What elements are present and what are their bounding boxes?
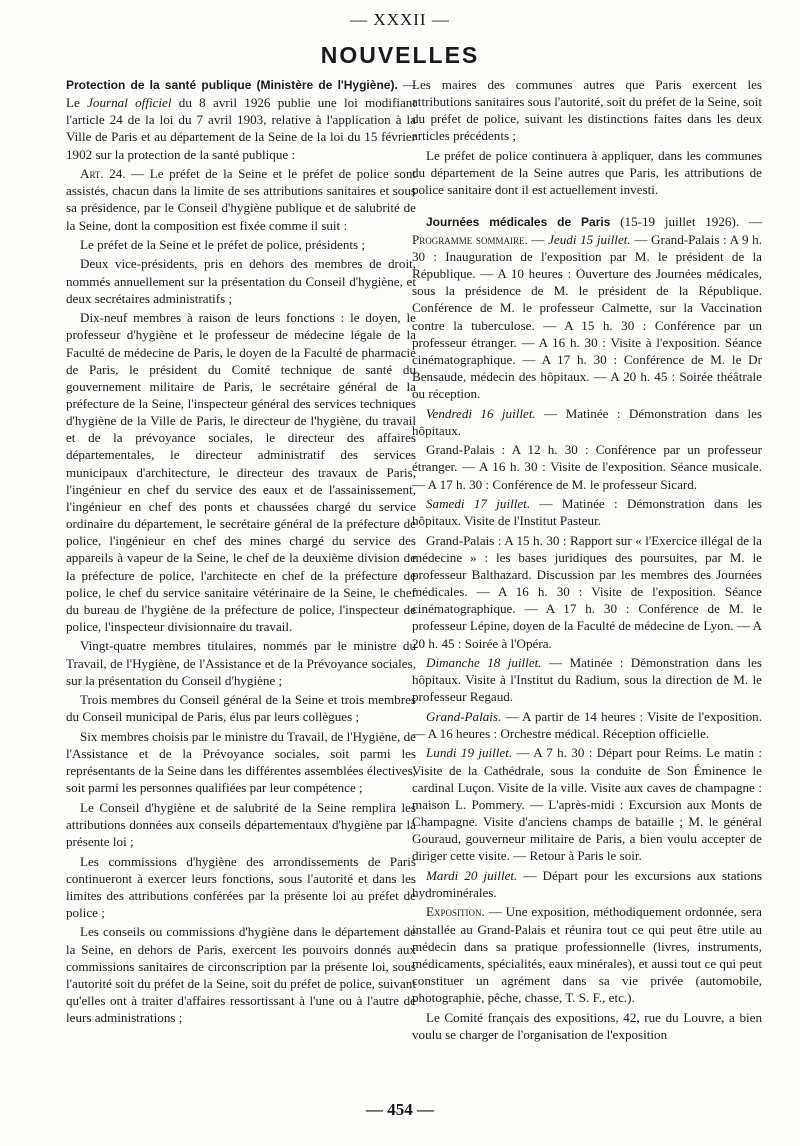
text-run: — Matinée : Démonstration dans les hôpitaux. — [412, 405, 762, 438]
dimanche-label: Dimanche 18 juillet. — [426, 655, 542, 671]
paragraph: Trois membres du Conseil général de la Seine et trois membres du Conseil municipal de Paris, élus par leurs collègues ; — [66, 692, 416, 725]
text-run: — Une exposition, méthodiquement ordonnée, sera installée au Grand-Palais et réunira tout ce qui peut être utile au médecin dans sa pratique professionnelle (livres, instruments, médicaments, spécialités, eaux minérales), et aussi tout ce qui peut constituer un agrément dans sa vie privée (automobile, photographie, pêche, chasse, T. S. F., etc.). — [412, 904, 762, 1006]
text-run: du 8 avril 1926 publie une loi modifiant l'article 24 de la loi du 7 avril 1903, relative à l'application à la Ville de Paris et au département de la Seine de la loi du 15 février 1902 sur la protection de la santé publique : — [66, 95, 416, 162]
paragraph: Deux vice-présidents, pris en dehors des membres de droit, nommés annuellement sur la présentation du Conseil d'hygiène, et deux secrétaires administratifs ; — [66, 256, 416, 306]
roman-folio: — XXXII — — [350, 10, 450, 29]
paragraph-mardi — [412, 867, 762, 901]
text-run: — Le — [66, 77, 416, 111]
paragraph: Le préfet de police continuera à appliquer, dans les communes du département de la Seine autres que Paris, les attributions de police sanitaire dont il est actuellement investi. — [412, 147, 762, 198]
text-run: — A partir de 14 heures : Visite de l'exposition. — A 16 heures : Orchestre médical. Réception officielle. — [412, 708, 762, 741]
paragraph-protection — [66, 76, 416, 163]
right-column — [412, 76, 762, 1045]
exposition-label: Exposition. — [426, 904, 485, 920]
paragraph: Le préfet de la Seine et le préfet de police, présidents ; — [80, 237, 366, 252]
paragraph: Grand-Palais : A 12 h. 30 : Conférence par un professeur étranger. — A 16 h. 30 : Visite de l'exposition. Séance musicale. — A 17 h. 30 : Conférence de M. le professeur Sicard. — [412, 442, 762, 492]
text-run: — Matinée : Démonstration dans les hôpitaux. Visite à l'Institut du Radium, sous la direction de M. le professeur Regaud. — [412, 655, 762, 705]
programme-label: Programme sommaire. — [412, 231, 528, 247]
protection-heading: Protection de la santé publique (Ministère de l'Hygiène). — [66, 78, 398, 92]
paragraph: Dix-neuf membres à raison de leurs fonctions : le doyen, le professeur d'hygiène et le professeur de médecine légale de la Faculté de médecine de Paris, le doyen de la Faculté de pharmacie de Paris, le président du Comité technique de santé du gouvernement militaire de Paris, le secrétaire général de la préfecture de la Seine, l'inspecteur général des services techniques d'hygiène de la Ville de Paris, le directeur de l'hygiène, du travail et de la prévoyance sociales, le directeur des affaires départementales, le directeur administratif des services municipaux d'architecture, le directeur des travaux de Paris, l'ingénieur en chef du service des eaux et de l'assainissement, l'ingénieur en chef des ponts et chaussées chargé du service ordinaire du département, le secrétaire général de la préfecture de police, l'ingénieur en chef des mines chargé du service des appareils à vapeur de la Seine, le chef de la deuxième division de la préfecture de police, l'architecte en chef de la préfecture de police, le chef du service sanitaire vétérinaire de la Seine, le chef du bureau de l'hygiène de la préfecture de police, l'inspecteur de police, l'inspecteur divisionnaire du travail. — [66, 310, 416, 635]
paragraph: Le Comité français des expositions, 42, rue du Louvre, a bien voulu se charger de l'organisation de l'exposition — [412, 1009, 762, 1042]
text-run: — Départ pour les excursions aux stations hydrominérales. — [412, 867, 762, 900]
paragraph-vendredi — [412, 405, 762, 439]
paragraph-lundi — [412, 744, 762, 864]
paragraph: Le Conseil d'hygiène et de salubrité de la Seine remplira les attributions données aux conseils départementaux d'hygiène par la présente loi ; — [66, 799, 416, 850]
jeudi-label: Jeudi 15 juillet. — [548, 231, 631, 247]
lundi-label: Lundi 19 juillet. — [426, 745, 513, 761]
paragraph-dimanche — [412, 654, 762, 705]
left-column — [66, 76, 416, 1029]
text-run: — — [527, 231, 549, 247]
paragraph-grand-palais — [412, 708, 762, 742]
journal-officiel-title: Journal officiel — [87, 95, 172, 111]
mardi-label: Mardi 20 juillet. — [426, 867, 518, 883]
paragraph-article-24 — [66, 165, 416, 234]
text-run: — Le préfet de la Seine et le préfet de police sont assistés, chacun dans la limite de ses attributions sanitaires et sous sa présidence, par le Conseil d'hygiène publique et de salubrité de la Seine, dont la composition est fixée comme il suit : — [66, 166, 417, 233]
grand-palais-label: Grand-Palais. — [426, 708, 502, 724]
paragraph: Les commissions d'hygiène des arrondissements de Paris continueront à exercer leurs fonctions, sous l'autorité et dans les limites des attributions conférées par la présente loi au préfet de police ; — [66, 853, 416, 921]
text-run: (15-19 juillet 1926). — — [610, 213, 762, 229]
paragraph: Les maires des communes autres que Paris exercent les attributions sanitaires sous l'autorité, soit du préfet de la Seine, soit du préfet de police, suivant les distinctions faites dans les deux articles précédents ; — [412, 77, 763, 144]
article-label: Art. 24. — [80, 166, 126, 182]
page-number: — 454 — — [366, 1100, 434, 1119]
paragraph-journees — [412, 213, 762, 403]
samedi-label: Samedi 17 juillet. — [426, 496, 531, 512]
paragraph: Vingt-quatre membres titulaires, nommés par le ministre du Travail, de l'Hygiène, de l'Assistance et de la Prévoyance sociales, sur la présentation du Conseil d'hygiène ; — [66, 638, 416, 688]
vendredi-label: Vendredi 16 juillet. — [426, 405, 536, 421]
journees-heading: Journées médicales de Paris — [426, 214, 611, 229]
section-title: NOUVELLES — [320, 42, 480, 68]
text-run: — A 7 h. 30 : Départ pour Reims. Le matin : Visite de la Cathédrale, sous la conduite de Son Éminence le cardinal Luçon. Visite de la ville. Visite aux caves de champagne : maison L. Pommery. — L'après-midi : Excursion aux Monts de Champagne. Visite d'anciens champs de bataille ; M. le général Gouraud, gouverneur militaire de Paris, a bien voulu accepter de diriger cette visite. — Retour à Paris le soir. — [412, 745, 762, 864]
paragraph: Six membres choisis par le ministre du Travail, de l'Hygiène, de l'Assistance et de la Prévoyance sociales, soit parmi les représentants de la Seine dans les différentes assemblées électives, soit parmi les personnes qualifiées par leur compétence ; — [66, 728, 416, 796]
paragraph-exposition — [412, 903, 762, 1006]
text-run: — Matinée : Démonstration dans les hôpitaux. Visite de l'Institut Pasteur. — [412, 496, 763, 529]
paragraph: Grand-Palais : A 15 h. 30 : Rapport sur « l'Exercice illégal de la médecine » : les bases juridiques des poursuites, par M. le professeur Balthazard. Discussion par les membres des Journées médicales. — A 16 h. 30 : Visite de l'exposition. Séance cinématographique. — A 17 h. 30 : Conférence de M. le professeur Lépine, doyen de la Faculté de médecine de Lyon. — A 20 h. 45 : Soirée à l'Opéra. — [412, 532, 762, 651]
paragraph: Les conseils ou commissions d'hygiène dans le département de la Seine, en dehors de Paris, exercent les pouvoirs donnés aux commissions sanitaires de circonscription par la présente loi, sous l'autorité soit du préfet de la Seine, soit du préfet de police, suivant qu'elles ont à traiter d'affaires ressortissant à l'une ou à l'autre de leurs administrations ; — [66, 924, 416, 1026]
spacer — [412, 201, 762, 213]
text-run: — Grand-Palais : A 9 h. 30 : Inauguration de l'exposition par M. le président de la République. — A 10 heures : Ouverture des Journées médicales, sous la présidence de M. le président de la République. Conférence de M. le professeur Calmette, sur la Vaccination contre la tuberculose. — A 15 h. 30 : Conférence par un professeur étranger. — A 16 h. 30 : Visite à l'exposition. Séance cinématographique. — A 17 h. 30 : Conférence de M. le Dr Bensaude, médecin des hôpitaux. — A 20 h. 45 : Soirée théâtrale ou réception. — [412, 231, 763, 402]
paragraph-samedi — [412, 495, 762, 529]
